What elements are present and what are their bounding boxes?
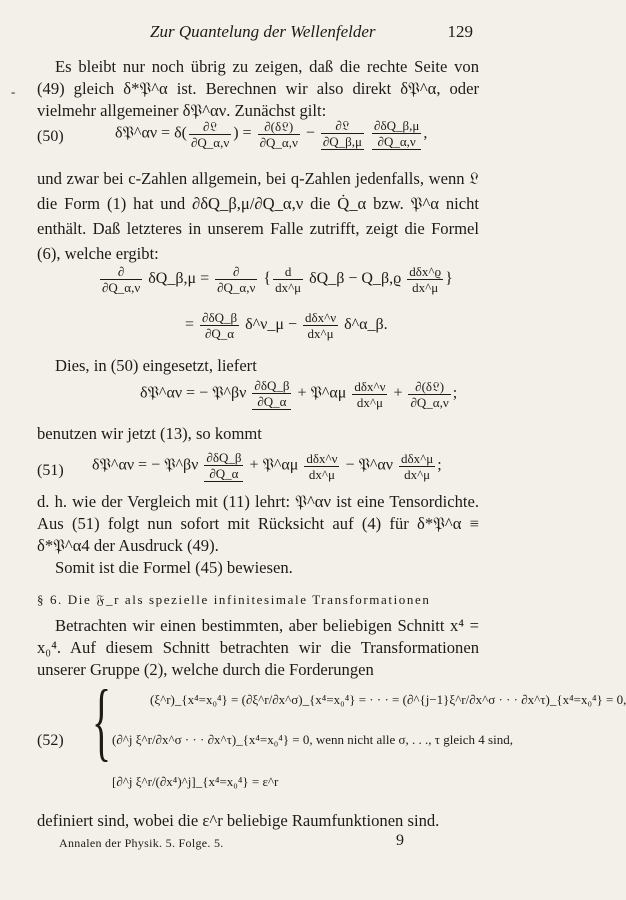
paragraph-3: Dies, in (50) eingesetzt, liefert bbox=[55, 356, 257, 375]
equation-b: = $\frac{\partial\delta Q\_\beta}{\partial Q\_\alpha}$ δ^ν_μ − $\frac{\text{dδx\textasciicircum{}ν}}{dx\^{}\mu}$ δ^α_β. bbox=[185, 310, 388, 341]
eq50-frac2: $\frac{\text{∂(δ𝔏)}}{\partial Q\_\alpha,\nu}$ bbox=[259, 118, 298, 150]
equation-52-line-2: (∂^j ξ^r/∂x^σ · · · ∂x^τ)_{x⁴=x₀⁴} = 0, wenn nicht alle σ, . . ., τ gleich 4 sind, bbox=[112, 732, 513, 747]
paragraph-4: benutzen wir jetzt (13), so kommt bbox=[37, 424, 262, 443]
equation-52-line-3: [∂^j ξ^r/(∂x⁴)^j]_{x⁴=x₀⁴} = ε^r bbox=[112, 774, 279, 789]
paragraph-1: Es bleibt nur noch übrig zu zeigen, daß die rechte Seite von (49) gleich δ*𝔓^α ist. Berechnen wir also direkt δ𝔓^α, oder vielmehr allgemeiner δ𝔓^αν. Zunächst gilt: bbox=[37, 57, 479, 120]
section-number: § 6. bbox=[37, 592, 63, 607]
paragraph-8: definiert sind, wobei die ε^r beliebige Raumfunktionen sind. bbox=[37, 811, 440, 830]
equation-50: δ𝔓^αν = δ( $\frac{\text{∂𝔏}}{\partial Q\_\alpha,\nu}$ ) = $\frac{\text{∂(δ𝔏)}}{\partial Q\_\alpha,\nu}$ − $\frac{\text{∂𝔏}}{\partial Q\_\beta,\mu}$ $\frac{\partial\delta Q\_\beta,\mu}{\partial Q\_\alpha,\nu}$ , bbox=[115, 118, 428, 150]
margin-mark: - bbox=[11, 84, 16, 99]
equation-a: $\frac{\partial}{\partial Q\_\alpha,\nu}$ δQ_β,μ = $\frac{\partial}{\partial Q\_\alpha,\nu}$ { $\frac{d}{dx\^{}\mu}$ δQ_β − Q_β,ϱ $\frac{\text{dδx\textasciicircum{}ϱ}}{dx\^{}\mu}$ } bbox=[102, 264, 453, 295]
eq50-frac3: $\frac{\text{∂𝔏}}{\partial Q\_\beta,\mu}$ bbox=[322, 118, 363, 149]
running-header bbox=[0, 22, 515, 44]
footer-journal: Annalen der Physik. 5. Folge. 5. bbox=[59, 836, 224, 850]
equation-label-51: (51) bbox=[37, 462, 64, 479]
equation-label-50: (50) bbox=[37, 128, 64, 145]
paragraph-7: Betrachten wir einen bestimmten, aber beliebigen Schnitt x⁴ = x₀⁴. Auf diesem Schnitt betrachten wir die Transformationen unserer Gruppe (2), welche durch die Forderungen bbox=[37, 616, 479, 679]
page-number: 129 bbox=[447, 22, 473, 41]
paragraph-6: Somit ist die Formel (45) bewiesen. bbox=[55, 558, 293, 577]
footer-sheet-number: 9 bbox=[396, 832, 404, 849]
paragraph-2: und zwar bei c-Zahlen allgemein, bei q-Zahlen jedenfalls, wenn 𝔏 die Form (1) hat und ∂δQ_β,μ/∂Q_α,ν die Q̇_α bzw. 𝔓^α nicht enthält. Daß letzteres in unserem Falle zutrifft, zeigt die Formel (6), welche ergibt: bbox=[37, 169, 479, 263]
equation-52-line-1: (ξ^r)_{x⁴=x₀⁴} = (∂ξ^r/∂x^σ)_{x⁴=x₀⁴} = · · · = (∂^{j−1}ξ^r/∂x^σ · · · ∂x^τ)_{x⁴=x₀⁴} = 0, bbox=[150, 692, 626, 707]
section-title: Die 𝔉_r als spezielle infinitesimale Transformationen bbox=[67, 592, 431, 607]
eq50-frac4: $\frac{\partial\delta Q\_\beta,\mu}{\partial Q\_\alpha,\nu}$ bbox=[374, 118, 420, 149]
equation-51: δ𝔓^αν = − 𝔓^βν $\frac{\partial\delta Q\_\beta}{\partial Q\_\alpha}$ + 𝔓^αμ $\frac{\text{dδx\textasciicircum{}ν}}{dx\^{}\mu}$ − 𝔓^αν $\frac{\text{dδx\textasciicircum{}μ}}{dx\^{}\mu}$ ; bbox=[92, 450, 442, 482]
paragraph-5: d. h. wie der Vergleich mit (11) lehrt: 𝔓^αν ist eine Tensordichte. Aus (51) folgt nun sofort mit Rücksicht auf (4) für δ*𝔓^α ≡ δ*𝔓^α4 der Ausdruck (49). bbox=[37, 492, 479, 555]
section-heading bbox=[37, 592, 487, 608]
equation-c: δ𝔓^αν = − 𝔓^βν $\frac{\partial\delta Q\_\beta}{\partial Q\_\alpha}$ + 𝔓^αμ $\frac{\text{dδx\textasciicircum{}ν}}{dx\^{}\mu}$ + $\frac{\text{∂(δ𝔏)}}{\partial Q\_\alpha,\nu}$ ; bbox=[140, 378, 458, 410]
left-brace: { bbox=[92, 673, 112, 770]
eq50-lhs: δ𝔓^αν = δ( bbox=[115, 124, 187, 142]
eq50-frac1: $\frac{\text{∂𝔏}}{\partial Q\_\alpha,\nu}$ bbox=[190, 118, 230, 150]
running-title: Zur Quantelung der Wellenfelder bbox=[150, 22, 376, 41]
equation-label-52: (52) bbox=[37, 732, 64, 749]
